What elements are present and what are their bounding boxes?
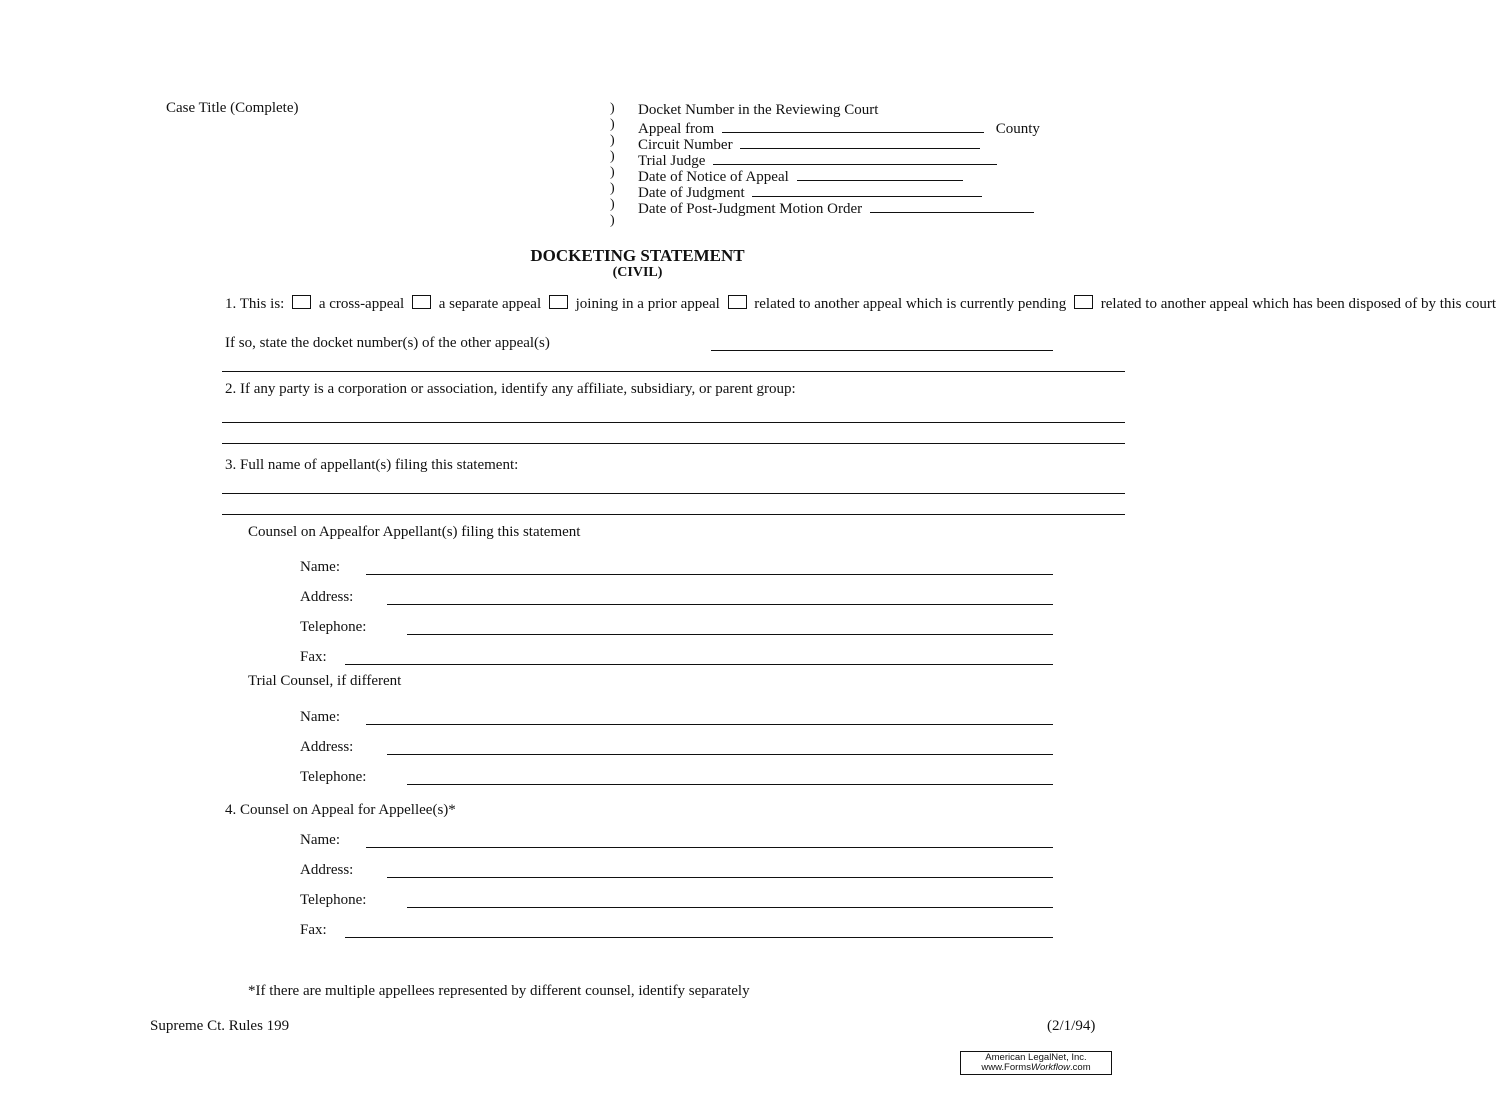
date-of-judgment-label: Date of Judgment bbox=[638, 185, 745, 201]
appellee-telephone-line[interactable] bbox=[407, 907, 1053, 908]
trial-counsel-heading: Trial Counsel, if different bbox=[248, 673, 402, 689]
date-of-judgment-blank[interactable] bbox=[752, 184, 982, 197]
paren: ) bbox=[610, 133, 615, 148]
q1-line-1 bbox=[225, 295, 1496, 313]
q3-text: 3. Full name of appellant(s) filing this statement: bbox=[225, 457, 519, 473]
paren: ) bbox=[610, 165, 615, 180]
post-judgment-label: Date of Post-Judgment Motion Order bbox=[638, 201, 863, 217]
joining-prior-appeal-checkbox[interactable] bbox=[549, 295, 568, 309]
footer-date: (2/1/94) bbox=[1047, 1018, 1096, 1034]
post-judgment-blank[interactable] bbox=[870, 200, 1034, 213]
notice-of-appeal-blank[interactable] bbox=[797, 168, 963, 181]
paren: ) bbox=[610, 149, 615, 164]
docket-number-label: Docket Number in the Reviewing Court bbox=[638, 102, 879, 118]
paren: ) bbox=[610, 117, 615, 132]
trial-judge-label: Trial Judge bbox=[638, 153, 706, 169]
related-pending-checkbox[interactable] bbox=[728, 295, 747, 309]
other-docket-number-line[interactable] bbox=[711, 350, 1053, 351]
county-label: County bbox=[995, 121, 1040, 137]
counsel-appeal-heading: Counsel on Appealfor Appellant(s) filing this statement bbox=[248, 524, 581, 540]
related-pending-label: related to another appeal which is currently pending bbox=[754, 296, 1067, 312]
counsel-name-label: Name: bbox=[300, 559, 340, 575]
joining-prior-appeal-label: joining in a prior appeal bbox=[575, 296, 720, 312]
affiliate-answer-line[interactable] bbox=[222, 422, 1125, 423]
divider bbox=[222, 371, 1125, 372]
trial-judge-blank[interactable] bbox=[713, 152, 997, 165]
date-of-judgment-field[interactable] bbox=[638, 184, 982, 201]
appeal-from-blank[interactable] bbox=[722, 120, 984, 133]
appellee-telephone-label: Telephone: bbox=[300, 892, 367, 908]
brand-line-1: American LegalNet, Inc. bbox=[985, 1052, 1087, 1063]
counsel-telephone-line[interactable] bbox=[407, 634, 1053, 635]
counsel-telephone-label: Telephone: bbox=[300, 619, 367, 635]
brand-line-2: www.FormsWorkflow.com bbox=[981, 1062, 1091, 1073]
counsel-address-line[interactable] bbox=[387, 604, 1053, 605]
appellee-name-line[interactable] bbox=[366, 847, 1053, 848]
footnote: *If there are multiple appellees represented by different counsel, identify separately bbox=[248, 983, 750, 999]
notice-of-appeal-label: Date of Notice of Appeal bbox=[638, 169, 789, 185]
separate-appeal-label: a separate appeal bbox=[438, 296, 542, 312]
case-title-label: Case Title (Complete) bbox=[166, 100, 299, 116]
trial-judge-field[interactable] bbox=[638, 152, 997, 169]
appellant-name-line[interactable] bbox=[222, 493, 1125, 494]
paren: ) bbox=[610, 197, 615, 212]
trial-address-line[interactable] bbox=[387, 754, 1053, 755]
related-disposed-checkbox[interactable] bbox=[1074, 295, 1093, 309]
paren: ) bbox=[610, 181, 615, 196]
trial-name-label: Name: bbox=[300, 709, 340, 725]
q4-heading: 4. Counsel on Appeal for Appellee(s)* bbox=[225, 802, 456, 818]
appellant-name-line[interactable] bbox=[222, 514, 1125, 515]
counsel-fax-line[interactable] bbox=[345, 664, 1053, 665]
footer-rule: Supreme Ct. Rules 199 bbox=[150, 1018, 290, 1034]
paren: ) bbox=[610, 213, 615, 228]
q1-lead: 1. This is: bbox=[225, 296, 285, 312]
appellee-name-label: Name: bbox=[300, 832, 340, 848]
appellee-address-label: Address: bbox=[300, 862, 354, 878]
cross-appeal-checkbox[interactable] bbox=[292, 295, 311, 309]
notice-of-appeal-field[interactable] bbox=[638, 168, 963, 185]
q2-text: 2. If any party is a corporation or association, identify any affiliate, subsidiary, or parent group: bbox=[225, 381, 796, 397]
cross-appeal-label: a cross-appeal bbox=[318, 296, 405, 312]
counsel-address-label: Address: bbox=[300, 589, 354, 605]
counsel-fax-label: Fax: bbox=[300, 649, 327, 665]
trial-telephone-label: Telephone: bbox=[300, 769, 367, 785]
trial-address-label: Address: bbox=[300, 739, 354, 755]
brand-box bbox=[960, 1051, 1112, 1075]
paren: ) bbox=[610, 101, 615, 116]
page-subtitle: (CIVIL) bbox=[612, 265, 663, 280]
counsel-name-line[interactable] bbox=[366, 574, 1053, 575]
separate-appeal-checkbox[interactable] bbox=[412, 295, 431, 309]
appellee-fax-label: Fax: bbox=[300, 922, 327, 938]
appeal-from-field[interactable] bbox=[638, 120, 1040, 137]
trial-name-line[interactable] bbox=[366, 724, 1053, 725]
related-disposed-label: related to another appeal which has been disposed of by this court bbox=[1100, 296, 1496, 312]
affiliate-answer-line[interactable] bbox=[222, 443, 1125, 444]
circuit-number-label: Circuit Number bbox=[638, 137, 733, 153]
appeal-from-label: Appeal from bbox=[638, 121, 715, 137]
q1-if-so-label: If so, state the docket number(s) of the other appeal(s) bbox=[225, 335, 550, 351]
page-title: DOCKETING STATEMENT bbox=[530, 246, 745, 265]
trial-telephone-line[interactable] bbox=[407, 784, 1053, 785]
circuit-number-blank[interactable] bbox=[740, 136, 980, 149]
appellee-address-line[interactable] bbox=[387, 877, 1053, 878]
docket-number-field bbox=[638, 102, 878, 118]
circuit-number-field[interactable] bbox=[638, 136, 980, 153]
appellee-fax-line[interactable] bbox=[345, 937, 1053, 938]
post-judgment-field[interactable] bbox=[638, 200, 1034, 217]
